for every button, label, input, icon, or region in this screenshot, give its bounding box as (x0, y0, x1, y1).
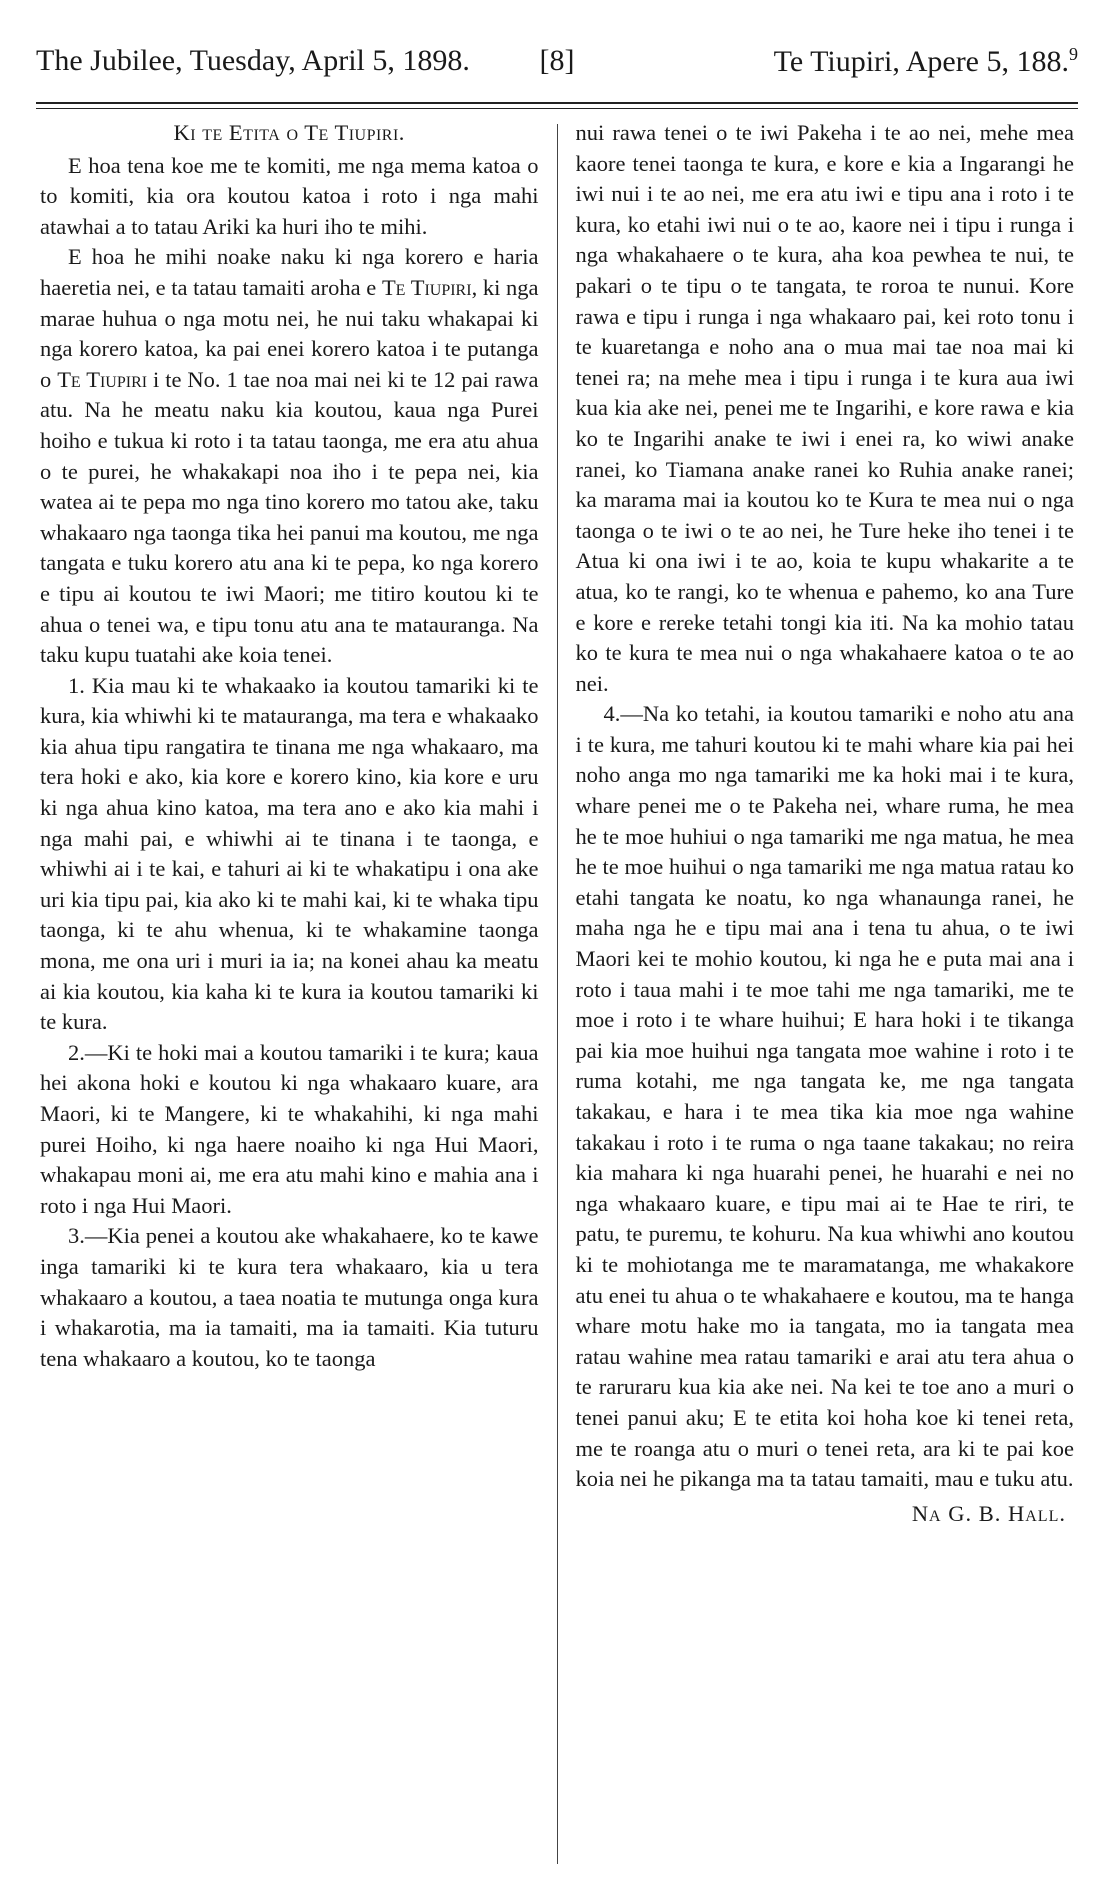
paragraph-intro (40, 242, 539, 670)
article-columns (40, 118, 1074, 1864)
paragraph-intro-part1: E hoa he mihi noake naku ki nga korero e haria haeretia nei, e ta tatau tamaiti aroha e (40, 244, 539, 300)
right-column (557, 118, 1074, 1864)
page-header (36, 44, 1078, 104)
page-number: [8] (539, 44, 575, 77)
paragraph-point-2: 2.—Ki te hoki mai a koutou tamariki i te kura; kaua hei akona hoki e koutou ki nga whakaaro kuare, ara Maori, ki te Mangere, ki te whakahihi, ki nga mahi purei Hoiho, ki nga haere noaiho ki nga Hui Maori, whakapau moni ai, me era atu mahi kino e mahia ana i roto i nga Hui Maori. (40, 1039, 539, 1218)
paragraph-point-4: 4.—Na ko tetahi, ia koutou tamariki e noho atu ana i te kura, me tahuri koutou ki te mahi whare kia pai hei noho anga mo nga tamariki me ka hoki mai i te kura, whare penei me o te Pakeha nei, whare ruma, he mea he te moe huhiui o nga tamariki me nga matua, he mea he te moe huihui o nga tamariki me nga matua ratau ko etahi tangata ke noatu, ko nga whanaunga ranei, he maha nga he e tipu mai ana i tena tu ahua, o te iwi Maori kei te mohio koutou, ki nga he e puta mai ana i roto i taua mahi i te moe tahi me nga tamariki, me te moe i roto i te whare huihui; E hara hoki i te tikanga pai kia moe huihui nga tangata moe wahine i roto i te ruma kotahi, me nga tangata ke, me nga tangata takakau, e hara i te mea tika kia moe nga wahine takakau i roto i te ruma o nga taane takakau; no reira kia mahara ki nga huarahi penei, he huarahi e nei no nga whakaaro kuare, e tipu mai ai te Hae te riri, te patu, te puremu, te kohuru. Na kua whiwhi ano koutou ki te mohiotanga me te maramatanga, me whakakore atu enei tu ahua o te whakahaere e koutou, ma te hanga whare motu hake mo ia tangata, mo ia tangata mea ratau wahine mea ratau tamariki e arai atu tera ahua o te raruraru kua kia ake nei. Na kei te toe ano a muri o tenei panui aku; E te etita koi hoha koe ki tenei reta, me te roanga atu o muri o tenei reta, ara ki te pai koe koia nei he pikanga ma ta tatau tamaiti, mau e tuku atu. (575, 701, 1074, 1492)
paragraph-point-1: 1. Kia mau ki te whakaako ia koutou tamariki ki te kura, kia whiwhi ki te matauranga, ma tera e whakaako kia ahua tipu rangatira te tinana me nga whakaaro, ma tera hoki e ako, kia kore e korero kino, kia kore e uru ki nga ahua kino katoa, ma tera ano e ako kia mahi i nga mahi pai, e whiwhi ai te tinana i te taonga, e whiwhi ai i te kai, e tahuri ai ki te whakatipu i ona ake uri kia tipu pai, kia ako ki te mahi kai, ki te whaka tipu taonga, ki te ahu whenua, ki te whakamine taonga mona, me ona uri i muri ia ia; na konei ahau ka meatu ai kia koutou, kia kaha ki te kura ia koutou tamariki ki te kura. (40, 672, 539, 1035)
header-english-date: The Jubilee, Tuesday, April 5, 1898. (36, 44, 470, 77)
paragraph-intro-part2: , ki nga marae huhua o nga motu nei, he nui taku whakapai ki nga korero katoa, ka pai enei korero katoa i te putanga o (40, 274, 539, 392)
paragraph-greeting: E hoa tena koe me te komiti, me nga mema katoa o to komiti, kia ora koutou katoa i roto i nga mahi atawhai a to tatau Ariki ka huri iho te mihi. (40, 152, 539, 239)
left-column (40, 118, 557, 1864)
header-maori-date (774, 44, 1078, 79)
signature: Na G. B. Hall. (911, 1500, 1066, 1526)
header-maori-date-text: Te Tiupiri, Apere 5, 188. (773, 45, 1069, 78)
paragraph-point-3-continued: nui rawa tenei o te iwi Pakeha i te ao nei, mehe mea kaore tenei taonga te kura, e kore e kia a Ingarangi he iwi nui i te ao nei, me era atu iwi e tipu ana i roto i te kura, ko etahi iwi nui o te ao, kaore nei i tipu i runga i nga whakahaere o te kura, aha koa pewhea te nui, te pakari o te tipu o te tangata, te roroa te nunui. Kore rawa e tipu i runga i nga whakaaro pai, kei roto tonu i te kuaretanga e noho ana o mua mai tae noa mai ki tenei ra; na mehe mea i tipu i runga i te kura aua iwi kua kia ake nei, penei me te Ingarihi, e kore rawa e kia ko te Ingarihi anake te iwi i enei ra, ko wiwi anake ranei, ko Tiamana anake ranei ko Ruhia anake ranei; ka marama mai ia koutou ko te Kura te mea nui o nga taonga o te iwi o te ao nei, he Ture heke iho tenei i te Atua ki ona iwi i te ao, koia te kupu whakarite a te atua, ko te rangi, ko te whenua e pahemo, ko ana Ture e kore e rereke tetahi tongi kia iti. Na ka mohio tatau ko te kura te mea nui o nga whakahaere katoa o te ao nei. (575, 120, 1074, 696)
paragraph-intro-part3: i te No. 1 tae noa mai nei ki te 12 pai rawa atu. Na he meatu naku kia koutou, kaua nga Purei hoiho e tukua ki roto i ta tatau taonga, me era atu ahua o te purei, he whakakapi noa iho i te pepa nei, kia watea ai te pepa mo nga tino korero mo tatou ake, taku whakaaro nga taonga tika hei panui ma koutou, me nga tangata e tuku korero atu ana ki te pepa, ko nga korero e tipu ai koutou te iwi Maori; me titiro koutou ki te ahua o tenei wa, e tipu tonu atu ana te matauranga. Na taku kupu tuatahi ake koia tenei. (40, 366, 539, 668)
header-rule-thin (36, 108, 1078, 109)
header-year-digit: 9 (1069, 44, 1078, 64)
newspaper-name: Te Tiupiri (381, 274, 472, 300)
newspaper-name-2: Te Tiupiri (57, 366, 148, 392)
letter-title: Ki te Etita o Te Tiupiri. (173, 120, 405, 145)
paragraph-point-3: 3.—Kia penei a koutou ake whakahaere, ko te kawe inga tamariki ki te kura tera whakaaro, kia u tera whakaaro a koutou, a taea noatia te mutunga onga kura i whakarotia, ma ia tamaiti, ma ia tamaiti. Kia tuturu tena whakaaro a koutou, ko te taonga (40, 1223, 539, 1371)
header-rule-thick (36, 102, 1078, 104)
